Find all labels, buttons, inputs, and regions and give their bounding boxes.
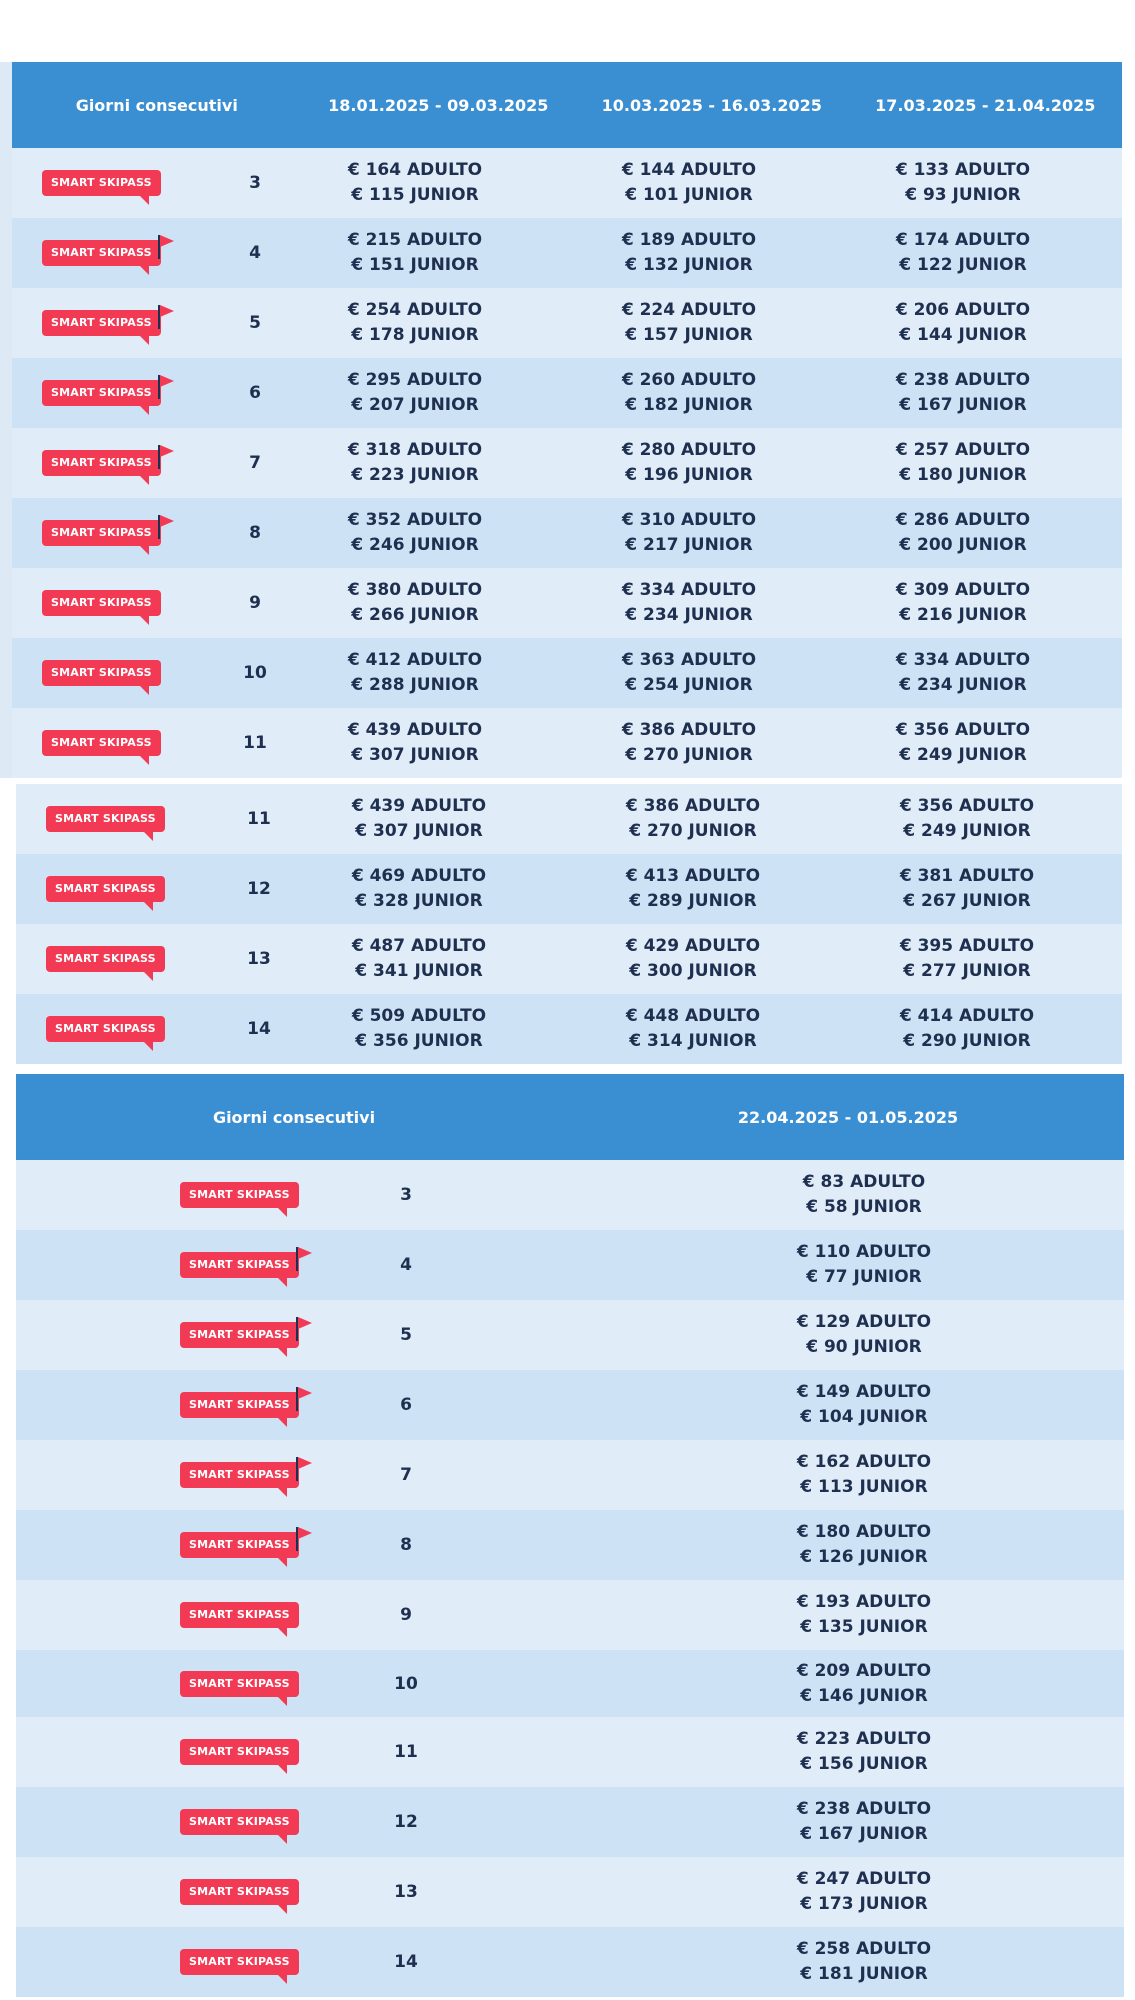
adult-price: € 164 ADULTO <box>347 160 483 180</box>
price-cell <box>278 648 552 698</box>
price-cell <box>664 1797 1064 1847</box>
table-row <box>16 1580 1124 1650</box>
adult-price: € 386 ADULTO <box>621 720 757 740</box>
junior-price: € 300 JUNIOR <box>629 961 757 981</box>
price-table-continued <box>16 784 1122 1064</box>
price-cell <box>282 794 556 844</box>
price-cell <box>556 864 830 914</box>
smart-skipass-badge: SMART SKIPASS <box>42 590 161 616</box>
adult-price: € 469 ADULTO <box>351 866 487 886</box>
adult-price: € 209 ADULTO <box>796 1660 932 1681</box>
table-row <box>12 218 1122 288</box>
adult-price: € 386 ADULTO <box>625 796 761 816</box>
header-period: 17.03.2025 - 21.04.2025 <box>875 95 1096 115</box>
flag-cloth <box>298 1527 312 1539</box>
adult-price: € 247 ADULTO <box>796 1869 932 1889</box>
flag-icon <box>158 305 174 329</box>
smart-skipass-badge: SMART SKIPASS <box>180 1949 299 1975</box>
table-row <box>16 854 1122 924</box>
smart-skipass-badge: SMART SKIPASS <box>42 520 161 546</box>
days-count: 14 <box>247 1019 271 1039</box>
table-row <box>16 1300 1124 1370</box>
junior-price: € 196 JUNIOR <box>625 465 753 485</box>
badge-cell <box>16 854 236 924</box>
days-count: 13 <box>394 1882 418 1902</box>
flag-icon <box>296 1527 312 1551</box>
junior-price: € 90 JUNIOR <box>806 1337 922 1357</box>
table-row <box>12 498 1122 568</box>
table-header <box>16 1074 1124 1160</box>
junior-price: € 356 JUNIOR <box>355 1031 483 1051</box>
days-count: 7 <box>249 453 261 473</box>
junior-price: € 234 JUNIOR <box>899 675 1027 695</box>
days-count: 14 <box>394 1952 418 1972</box>
adult-price: € 380 ADULTO <box>347 580 483 600</box>
table-row <box>16 924 1122 994</box>
adult-price: € 487 ADULTO <box>351 936 487 956</box>
adult-price: € 414 ADULTO <box>899 1006 1035 1026</box>
flag-cloth <box>160 235 174 247</box>
flag-cloth <box>160 375 174 387</box>
smart-skipass-badge: SMART SKIPASS <box>180 1322 299 1348</box>
flag-icon <box>296 1247 312 1271</box>
adult-price: € 144 ADULTO <box>621 160 757 180</box>
adult-price: € 356 ADULTO <box>899 796 1035 816</box>
table-row <box>16 1510 1124 1580</box>
badge-cell <box>16 1787 376 1857</box>
adult-price: € 395 ADULTO <box>899 936 1035 956</box>
table-row <box>12 638 1122 708</box>
junior-price: € 151 JUNIOR <box>351 255 479 275</box>
badge-cell <box>12 498 232 568</box>
smart-skipass-badge: SMART SKIPASS <box>46 806 165 832</box>
smart-skipass-badge: SMART SKIPASS <box>42 310 161 336</box>
smart-skipass-badge: SMART SKIPASS <box>46 946 165 972</box>
adult-price: € 224 ADULTO <box>621 300 757 320</box>
badge-cell <box>16 1580 376 1650</box>
junior-price: € 167 JUNIOR <box>899 395 1027 415</box>
flag-cloth <box>298 1317 312 1329</box>
junior-price: € 328 JUNIOR <box>355 891 483 911</box>
adult-price: € 129 ADULTO <box>796 1312 932 1332</box>
junior-price: € 266 JUNIOR <box>351 605 479 625</box>
days-count: 10 <box>394 1673 418 1694</box>
junior-price: € 122 JUNIOR <box>899 255 1027 275</box>
header-period: 10.03.2025 - 16.03.2025 <box>601 95 822 115</box>
table-row <box>16 1787 1124 1857</box>
adult-price: € 206 ADULTO <box>895 300 1031 320</box>
price-cell <box>826 228 1100 278</box>
price-cell <box>830 934 1104 984</box>
days-count: 8 <box>249 523 261 543</box>
price-cell <box>826 508 1100 558</box>
price-cell <box>556 794 830 844</box>
junior-price: € 157 JUNIOR <box>625 325 753 345</box>
price-cell <box>278 158 552 208</box>
adult-price: € 318 ADULTO <box>347 440 483 460</box>
junior-price: € 115 JUNIOR <box>351 185 479 205</box>
junior-price: € 234 JUNIOR <box>625 605 753 625</box>
price-cell <box>282 934 556 984</box>
price-cell <box>664 1520 1064 1570</box>
junior-price: € 249 JUNIOR <box>903 821 1031 841</box>
adult-price: € 286 ADULTO <box>895 510 1031 530</box>
junior-price: € 173 JUNIOR <box>800 1894 928 1914</box>
adult-price: € 215 ADULTO <box>347 230 483 250</box>
junior-price: € 267 JUNIOR <box>903 891 1031 911</box>
price-cell <box>278 368 552 418</box>
flag-cloth <box>160 515 174 527</box>
junior-price: € 77 JUNIOR <box>806 1267 922 1287</box>
badge-cell <box>16 1440 376 1510</box>
days-count: 10 <box>243 663 267 683</box>
days-count: 3 <box>400 1185 412 1205</box>
junior-price: € 144 JUNIOR <box>899 325 1027 345</box>
adult-price: € 238 ADULTO <box>895 370 1031 390</box>
smart-skipass-badge: SMART SKIPASS <box>42 450 161 476</box>
adult-price: € 223 ADULTO <box>796 1729 932 1749</box>
smart-skipass-badge: SMART SKIPASS <box>180 1462 299 1488</box>
badge-cell <box>16 1300 376 1370</box>
price-cell <box>664 1380 1064 1430</box>
junior-price: € 181 JUNIOR <box>800 1964 928 1984</box>
price-cell <box>830 1004 1104 1054</box>
junior-price: € 58 JUNIOR <box>806 1197 922 1217</box>
price-cell <box>826 438 1100 488</box>
junior-price: € 314 JUNIOR <box>629 1031 757 1051</box>
adult-price: € 309 ADULTO <box>895 580 1031 600</box>
table-row <box>12 288 1122 358</box>
price-cell <box>826 578 1100 628</box>
junior-price: € 249 JUNIOR <box>899 745 1027 765</box>
adult-price: € 363 ADULTO <box>621 650 757 670</box>
table-row <box>16 1160 1124 1230</box>
table-row <box>16 1717 1124 1787</box>
adult-price: € 429 ADULTO <box>625 936 761 956</box>
days-count: 11 <box>394 1742 418 1762</box>
price-cell <box>664 1310 1064 1360</box>
badge-cell <box>16 924 236 994</box>
price-cell <box>282 1004 556 1054</box>
adult-price: € 356 ADULTO <box>895 720 1031 740</box>
price-cell <box>664 1240 1064 1290</box>
price-cell <box>826 158 1100 208</box>
days-count: 5 <box>249 313 261 333</box>
days-count: 3 <box>249 173 261 193</box>
badge-cell <box>12 568 232 638</box>
table-row <box>16 1370 1124 1440</box>
price-table-late-season <box>16 1074 1124 1997</box>
junior-price: € 200 JUNIOR <box>899 535 1027 555</box>
flag-icon <box>158 235 174 259</box>
days-count: 7 <box>400 1465 412 1485</box>
junior-price: € 93 JUNIOR <box>905 185 1021 205</box>
junior-price: € 178 JUNIOR <box>351 325 479 345</box>
price-cell <box>556 934 830 984</box>
junior-price: € 207 JUNIOR <box>351 395 479 415</box>
adult-price: € 448 ADULTO <box>625 1006 761 1026</box>
smart-skipass-badge: SMART SKIPASS <box>180 1182 299 1208</box>
junior-price: € 246 JUNIOR <box>351 535 479 555</box>
header-period: 18.01.2025 - 09.03.2025 <box>328 95 549 115</box>
junior-price: € 277 JUNIOR <box>903 961 1031 981</box>
junior-price: € 307 JUNIOR <box>355 821 483 841</box>
days-count: 4 <box>400 1255 412 1275</box>
adult-price: € 310 ADULTO <box>621 510 757 530</box>
flag-icon <box>158 445 174 469</box>
badge-cell <box>16 784 236 854</box>
adult-price: € 180 ADULTO <box>796 1522 932 1542</box>
days-count: 13 <box>247 949 271 969</box>
days-count: 9 <box>249 593 261 613</box>
smart-skipass-badge: SMART SKIPASS <box>42 380 161 406</box>
adult-price: € 257 ADULTO <box>895 440 1031 460</box>
table-row <box>16 994 1122 1064</box>
price-cell <box>830 864 1104 914</box>
flag-icon <box>296 1457 312 1481</box>
smart-skipass-badge: SMART SKIPASS <box>180 1739 299 1765</box>
junior-price: € 288 JUNIOR <box>351 675 479 695</box>
junior-price: € 341 JUNIOR <box>355 961 483 981</box>
junior-price: € 101 JUNIOR <box>625 185 753 205</box>
price-cell <box>552 578 826 628</box>
junior-price: € 126 JUNIOR <box>800 1547 928 1567</box>
junior-price: € 182 JUNIOR <box>625 395 753 415</box>
badge-cell <box>16 1510 376 1580</box>
flag-icon <box>158 515 174 539</box>
badge-cell <box>16 1649 376 1719</box>
flag-cloth <box>160 445 174 457</box>
adult-price: € 258 ADULTO <box>796 1939 932 1959</box>
price-cell <box>278 508 552 558</box>
badge-cell <box>12 218 232 288</box>
table-row <box>12 708 1122 778</box>
days-count: 12 <box>247 879 271 899</box>
price-cell <box>664 1727 1064 1777</box>
price-cell <box>826 298 1100 348</box>
price-cell <box>552 438 826 488</box>
adult-price: € 413 ADULTO <box>625 866 761 886</box>
smart-skipass-badge: SMART SKIPASS <box>46 876 165 902</box>
days-count: 11 <box>247 809 271 829</box>
flag-cloth <box>298 1247 312 1259</box>
table-row <box>16 1927 1124 1997</box>
adult-price: € 189 ADULTO <box>621 230 757 250</box>
adult-price: € 352 ADULTO <box>347 510 483 530</box>
price-cell <box>278 718 552 768</box>
days-count: 5 <box>400 1325 412 1345</box>
table-row <box>16 784 1122 854</box>
days-count: 6 <box>249 383 261 403</box>
days-count: 4 <box>249 243 261 263</box>
adult-price: € 334 ADULTO <box>895 650 1031 670</box>
price-cell <box>664 1659 1064 1709</box>
price-cell <box>826 368 1100 418</box>
adult-price: € 162 ADULTO <box>796 1452 932 1472</box>
badge-cell <box>16 1857 376 1927</box>
flag-icon <box>158 375 174 399</box>
adult-price: € 412 ADULTO <box>347 650 483 670</box>
price-cell <box>278 228 552 278</box>
adult-price: € 193 ADULTO <box>796 1592 932 1612</box>
header-period: 22.04.2025 - 01.05.2025 <box>737 1107 959 1127</box>
table-row <box>16 1440 1124 1510</box>
junior-price: € 289 JUNIOR <box>629 891 757 911</box>
junior-price: € 135 JUNIOR <box>800 1617 928 1637</box>
price-cell <box>826 648 1100 698</box>
price-cell <box>552 368 826 418</box>
price-cell <box>278 438 552 488</box>
junior-price: € 216 JUNIOR <box>899 605 1027 625</box>
price-cell <box>552 718 826 768</box>
badge-cell <box>16 1160 376 1230</box>
junior-price: € 270 JUNIOR <box>629 821 757 841</box>
junior-price: € 113 JUNIOR <box>800 1477 928 1497</box>
table-row <box>12 428 1122 498</box>
price-cell <box>552 648 826 698</box>
table-row <box>16 1857 1124 1927</box>
badge-cell <box>16 1927 376 1997</box>
flag-cloth <box>298 1387 312 1399</box>
price-cell <box>552 508 826 558</box>
adult-price: € 133 ADULTO <box>895 160 1031 180</box>
adult-price: € 334 ADULTO <box>621 580 757 600</box>
junior-price: € 223 JUNIOR <box>351 465 479 485</box>
header-days-label: Giorni consecutivi <box>212 1107 376 1127</box>
price-cell <box>556 1004 830 1054</box>
flag-icon <box>296 1387 312 1411</box>
badge-cell <box>16 1370 376 1440</box>
badge-cell <box>12 288 232 358</box>
smart-skipass-badge: SMART SKIPASS <box>180 1602 299 1628</box>
price-cell <box>278 578 552 628</box>
smart-skipass-badge: SMART SKIPASS <box>42 730 161 756</box>
smart-skipass-badge: SMART SKIPASS <box>42 170 161 196</box>
table-row <box>16 1230 1124 1300</box>
days-count: 6 <box>400 1395 412 1415</box>
flag-icon <box>296 1317 312 1341</box>
price-cell <box>830 794 1104 844</box>
price-cell <box>282 864 556 914</box>
adult-price: € 280 ADULTO <box>621 440 757 460</box>
smart-skipass-badge: SMART SKIPASS <box>180 1809 299 1835</box>
price-cell <box>664 1450 1064 1500</box>
junior-price: € 270 JUNIOR <box>625 745 753 765</box>
price-cell <box>664 1937 1064 1987</box>
days-count: 8 <box>400 1535 412 1555</box>
days-count: 11 <box>243 733 267 753</box>
junior-price: € 167 JUNIOR <box>800 1824 928 1844</box>
badge-cell <box>12 428 232 498</box>
adult-price: € 439 ADULTO <box>347 720 483 740</box>
smart-skipass-badge: SMART SKIPASS <box>180 1671 299 1697</box>
adult-price: € 149 ADULTO <box>796 1382 932 1402</box>
junior-price: € 290 JUNIOR <box>903 1031 1031 1051</box>
smart-skipass-badge: SMART SKIPASS <box>180 1532 299 1558</box>
days-count: 12 <box>394 1812 418 1832</box>
table-header <box>12 62 1122 148</box>
badge-cell <box>12 358 232 428</box>
adult-price: € 381 ADULTO <box>899 866 1035 886</box>
badge-cell <box>16 1717 376 1787</box>
badge-cell <box>12 708 232 778</box>
table-row <box>16 1650 1124 1717</box>
header-days-label: Giorni consecutivi <box>75 95 238 115</box>
junior-price: € 307 JUNIOR <box>351 745 479 765</box>
badge-cell <box>16 994 236 1064</box>
table-row <box>12 148 1122 218</box>
adult-price: € 238 ADULTO <box>796 1799 932 1819</box>
adult-price: € 439 ADULTO <box>351 796 487 816</box>
smart-skipass-badge: SMART SKIPASS <box>42 240 161 266</box>
price-table-main <box>0 62 1122 778</box>
smart-skipass-badge: SMART SKIPASS <box>180 1252 299 1278</box>
smart-skipass-badge: SMART SKIPASS <box>180 1879 299 1905</box>
price-cell <box>552 228 826 278</box>
price-cell <box>552 298 826 348</box>
price-cell <box>552 158 826 208</box>
adult-price: € 509 ADULTO <box>351 1006 487 1026</box>
price-cell <box>278 298 552 348</box>
price-cell <box>664 1867 1064 1917</box>
junior-price: € 146 JUNIOR <box>800 1685 928 1706</box>
flag-cloth <box>160 305 174 317</box>
adult-price: € 174 ADULTO <box>895 230 1031 250</box>
junior-price: € 132 JUNIOR <box>625 255 753 275</box>
junior-price: € 217 JUNIOR <box>625 535 753 555</box>
smart-skipass-badge: SMART SKIPASS <box>46 1016 165 1042</box>
flag-cloth <box>298 1457 312 1469</box>
price-cell <box>664 1170 1064 1220</box>
smart-skipass-badge: SMART SKIPASS <box>180 1392 299 1418</box>
junior-price: € 156 JUNIOR <box>800 1754 928 1774</box>
table-row <box>12 568 1122 638</box>
adult-price: € 295 ADULTO <box>347 370 483 390</box>
days-count: 9 <box>400 1605 412 1625</box>
junior-price: € 104 JUNIOR <box>800 1407 928 1427</box>
badge-cell <box>12 638 232 708</box>
badge-cell <box>16 1230 376 1300</box>
junior-price: € 254 JUNIOR <box>625 675 753 695</box>
adult-price: € 83 ADULTO <box>802 1172 926 1192</box>
table-row <box>12 358 1122 428</box>
adult-price: € 260 ADULTO <box>621 370 757 390</box>
adult-price: € 254 ADULTO <box>347 300 483 320</box>
smart-skipass-badge: SMART SKIPASS <box>42 660 161 686</box>
badge-cell <box>12 148 232 218</box>
junior-price: € 180 JUNIOR <box>899 465 1027 485</box>
price-cell <box>664 1590 1064 1640</box>
adult-price: € 110 ADULTO <box>796 1242 932 1262</box>
price-cell <box>826 718 1100 768</box>
